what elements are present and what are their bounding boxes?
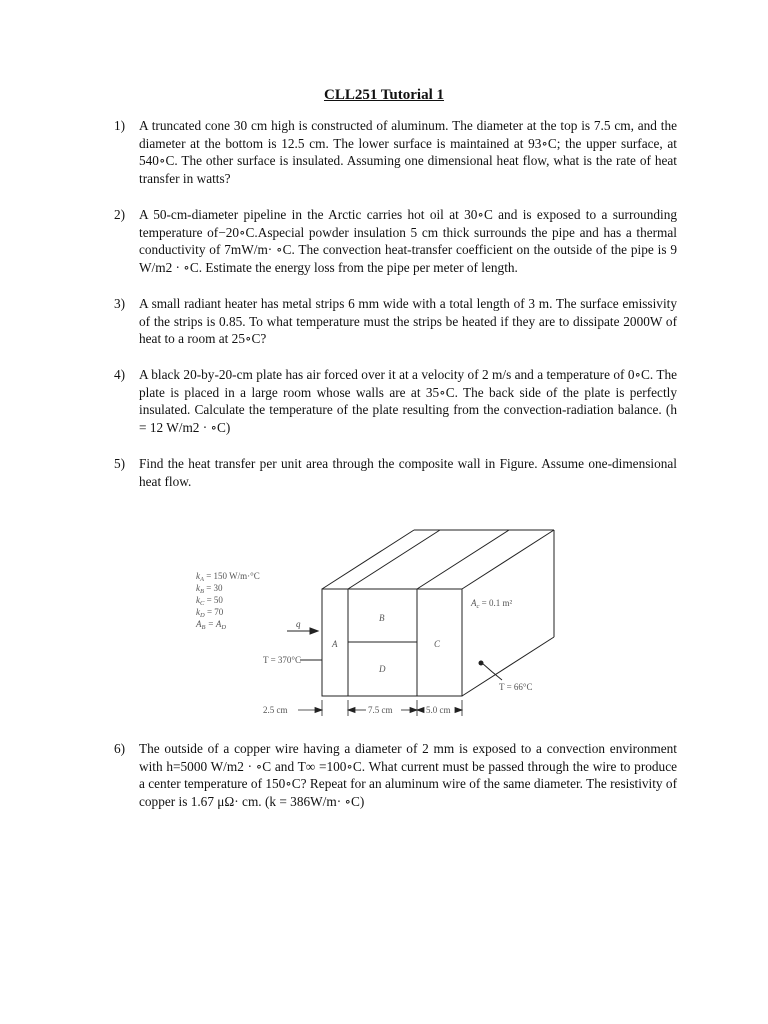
dim-label-a: 2.5 cm bbox=[263, 705, 288, 715]
k-label-b: $k_B = 30$ bbox=[196, 583, 223, 595]
heat-flow-arrowhead bbox=[310, 628, 318, 634]
question-number: 5) bbox=[114, 456, 126, 471]
dim-arrowhead bbox=[348, 708, 355, 713]
region-b-label: B bbox=[379, 613, 385, 623]
temp-point-marker bbox=[479, 661, 484, 666]
hot-side-temp-label: T = 370°C bbox=[263, 655, 302, 665]
dim-arrowhead bbox=[455, 708, 462, 713]
question-number: 3) bbox=[114, 296, 126, 311]
question-6 bbox=[114, 740, 677, 810]
area-label: $A_c = 0.1$ m² bbox=[471, 598, 513, 610]
area-equality-label: $A_B = A_D$ bbox=[196, 619, 227, 631]
dim-arrowhead bbox=[417, 708, 424, 713]
question-text: A truncated cone 30 cm high is constructed of aluminum. The diameter at the top is 7.5 cm, and the diameter at the bottom is 12.5 cm. The lower surface is maintained at 93∘C; the upper surface, at 540∘C. The other surface is insulated. Assuming one dimensional heat flow, what is the rate of heat transfer in watts? bbox=[139, 118, 677, 186]
question-number: 4) bbox=[114, 367, 126, 382]
wall-edge bbox=[322, 530, 414, 589]
question-number: 1) bbox=[114, 118, 126, 133]
page-title: CLL251 Tutorial 1 bbox=[323, 87, 445, 103]
wall-edge bbox=[348, 530, 440, 589]
region-d-label: D bbox=[379, 664, 386, 674]
k-label-d: $k_D = 70$ bbox=[196, 607, 224, 619]
question-number: 2) bbox=[114, 207, 126, 222]
region-c-label: C bbox=[434, 639, 441, 649]
k-label-c: $k_C = 50$ bbox=[196, 595, 223, 607]
question-text: Find the heat transfer per unit area through the composite wall in Figure. Assume one-dimensional heat flow. bbox=[139, 456, 677, 489]
question-text: A 50-cm-diameter pipeline in the Arctic carries hot oil at 30∘C and is exposed to a surrounding temperature of−20∘C.Aspecial powder insulation 5 cm thick surrounds the pipe and has a thermal conductivity of 7mW/m· ∘C. The convection heat-transfer coefficient on the outside of the pipe is 9 W/m2 · ∘C. Estimate the energy loss from the pipe per meter of length. bbox=[139, 207, 677, 275]
region-a-label: A bbox=[332, 639, 338, 649]
wall-edge bbox=[417, 530, 509, 589]
k-label-a: $k_A = 150$ W/m·°C bbox=[196, 571, 260, 583]
dim-label-c: 5.0 cm bbox=[426, 705, 451, 715]
question-text: A small radiant heater has metal strips 6 mm wide with a total length of 3 m. The surface emissivity of the strips is 0.85. To what temperature must the strips be heated if they are to dissipate 2000W of heat to a room at 25∘C? bbox=[139, 296, 677, 347]
heat-flow-label: q bbox=[296, 619, 301, 629]
question-number: 6) bbox=[114, 741, 126, 756]
wall-edge bbox=[462, 530, 554, 589]
cold-side-temp-label: T = 66°C bbox=[499, 682, 533, 692]
dim-label-bd: 7.5 cm bbox=[368, 705, 393, 715]
question-text: A black 20-by-20-cm plate has air forced over it at a velocity of 2 m/s and a temperature of 0∘C. The plate is placed in a large room whose walls are at 35∘C. The back side of the plate is perfectly insulated. Calculate the temperature of the plate resulting from the convection-radiation balance. (h = 12 W/m2 · ∘C) bbox=[139, 367, 677, 435]
temp-leader-line bbox=[482, 663, 502, 680]
dim-arrowhead bbox=[315, 708, 322, 713]
question-text: The outside of a copper wire having a diameter of 2 mm is exposed to a convection environment with h=5000 W/m2 · ∘C and T∞ =100∘C. What current must be passed through the wire to produce a center temperature of 150∘C? Repeat for an aluminum wire of the same diameter. The resistivity of copper is 1.67 μΩ· cm. (k = 386W/m· ∘C) bbox=[139, 741, 677, 809]
